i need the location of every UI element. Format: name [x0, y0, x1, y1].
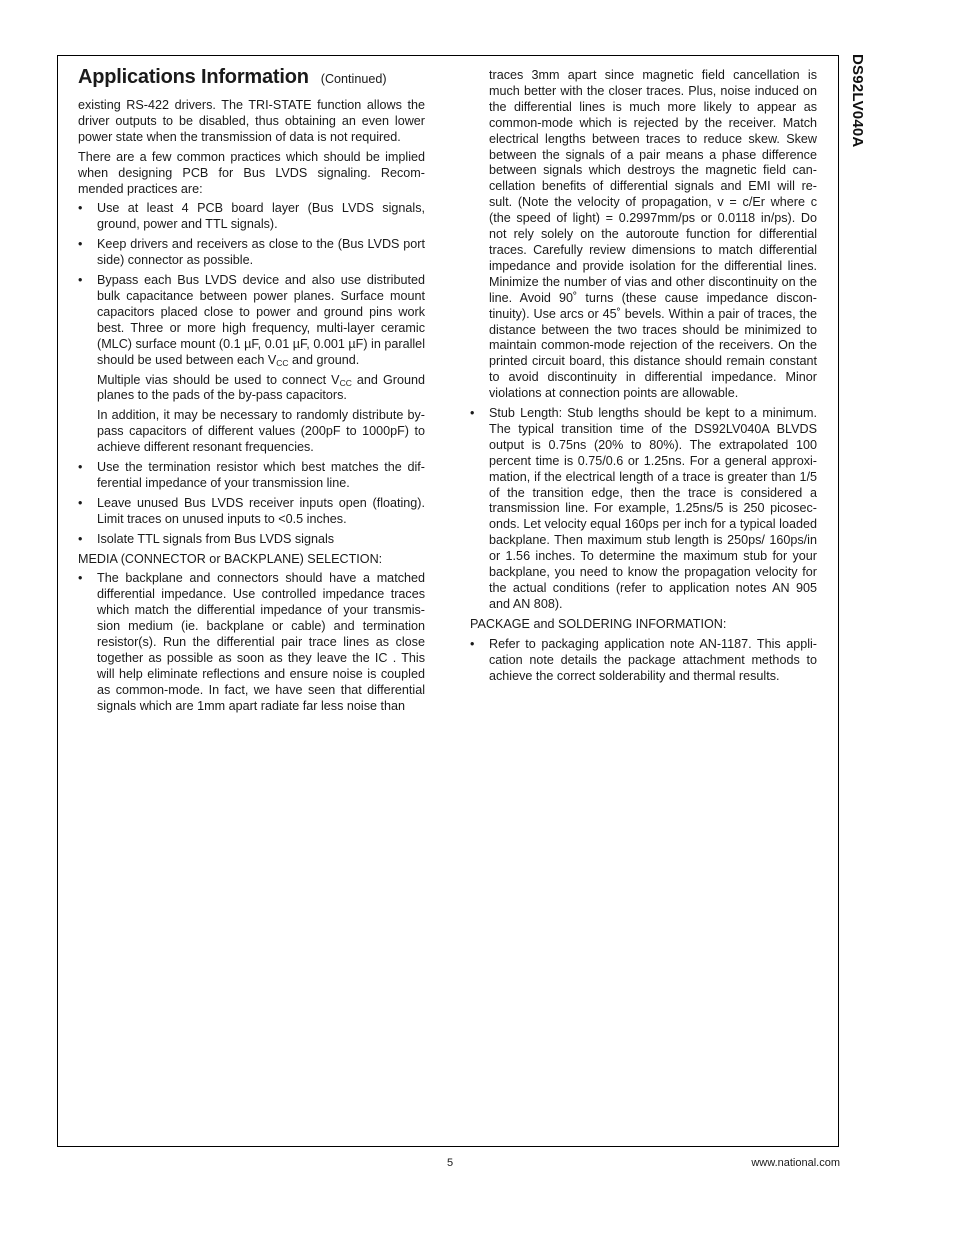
- media-selection-list: [78, 571, 425, 714]
- paragraph: There are a few common practices which should be implied when designing PCB for Bus LVDS signaling. Recom- mended practices are:: [78, 149, 425, 196]
- list-item: [470, 406, 817, 613]
- list-item-text: Use the termination resistor which best matches the dif- ferential impedance of your transmission line.: [97, 460, 425, 490]
- list-item: [78, 460, 425, 492]
- footer-url: www.national.com: [751, 1157, 840, 1169]
- list-item-text: Multiple vias should be used to connect $V_{CC}$ and Ground planes to the pads of the by-pass capacitors.: [97, 372, 425, 403]
- bullet: •: [78, 495, 83, 510]
- list-item: [78, 201, 425, 233]
- right-column: [470, 68, 817, 688]
- page-title-continued: (Continued): [320, 72, 387, 86]
- list-item-text: The backplane and connectors should have a matched differential impedance. Use controlled impedance traces which match the differential impedance of your transmis- sion medium (ie. backplane or cable) and termination resistor(s). Run the differential pair trace lines as close together as possible as soon as they leave the IC . This will help eliminate reflections and ensure noise is coupled as common-mode. In fact, we have seen that differential signals which are 1mm apart radiate far less noise than: [97, 571, 425, 713]
- bullet: •: [78, 273, 83, 288]
- paragraph: existing RS-422 drivers. The TRI-STATE function allows the driver outputs to be disabled, thus obtaining an even lower power state when the transmission of data is not required.: [78, 98, 425, 144]
- media-selection-heading: MEDIA (CONNECTOR or BACKPLANE) SELECTION:: [78, 551, 383, 566]
- list-item-text: In addition, it may be necessary to randomly distribute by-pass capacitors of different values (200pF to 1000pF) to achieve different resonant frequencies.: [97, 408, 425, 455]
- list-item: [78, 496, 425, 528]
- page-title: Applications Information: [78, 66, 309, 88]
- package-soldering-heading: PACKAGE and SOLDERING INFORMATION:: [470, 616, 727, 631]
- bullet: •: [78, 201, 83, 216]
- list-item-text: Leave unused Bus LVDS receiver inputs open (floating). Limit traces on unused inputs to <0.5 inches.: [97, 495, 425, 526]
- section-heading: [78, 64, 425, 92]
- bullet: •: [78, 571, 83, 586]
- package-soldering-list: [470, 637, 817, 685]
- list-item-text: Refer to packaging application note AN-1187. This appli- cation note details the package attachment methods to achieve the correct solderability and thermal results.: [489, 636, 817, 683]
- page-number: 5: [446, 1157, 454, 1169]
- list-item-continued: [470, 68, 817, 402]
- list-item-text: Bypass each Bus LVDS device and also use distributed bulk capacitance between power planes. Surface mount capacitors placed close to power and ground pins work best. Three or more high frequency, multi-layer ceramic (MLC) surface mount (0.1 µF, 0.01 µF, 0.001 µF) in parallel should be used between each $V_{CC}$ and ground.: [97, 273, 425, 368]
- list-item: [78, 532, 425, 548]
- bullet: •: [78, 531, 83, 546]
- bullet: •: [78, 460, 83, 475]
- list-item-text: traces 3mm apart since magnetic field cancellation is much better with the closer traces. Plus, noise induced on the differential lines is much more likely to appear as common-mode which is rejected by the receiver. Match electrical lengths between traces to reduce skew. Skew between the signals of a pair means a phase difference between signals which destroys the magnetic field can- cellation benefits of differential signals and EMI will re- sult. (Note the velocity of propagation, v = c/Er where c (the speed of light) = 0.2997mm/ps or 0.0118 in/ps). Do not rely solely on the autoroute function for differential traces. Carefully review dimensions to match differential impedance and provide isolation for the differential lines. Minimize the number of vias and other discontinuity on the line. Avoid 90˚ turns (these cause impedance discon- tinuity). Use arcs or 45˚ bevels. Within a pair of traces, the distance between the two traces should be minimized to maintain common-mode rejection of the receivers. On the printed circuit board, this distance should remain constant to avoid discontinuity in differential impedance. Minor violations at connection points are allowable.: [489, 68, 817, 401]
- continued-list: [470, 68, 817, 613]
- list-item: [470, 637, 817, 685]
- list-item-text: Isolate TTL signals from Bus LVDS signals: [97, 531, 335, 546]
- bullet: •: [78, 237, 83, 252]
- list-item: [78, 237, 425, 269]
- list-item-text: Use at least 4 PCB board layer (Bus LVDS signals, ground, power and TTL signals).: [97, 201, 425, 232]
- bullet: •: [470, 636, 475, 651]
- list-item-text: Keep drivers and receivers as close to the (Bus LVDS port side) connector as possible.: [97, 237, 425, 268]
- part-number-label: DS92LV040A: [849, 54, 866, 148]
- recommended-practices-list: [78, 201, 425, 547]
- list-item: [78, 273, 425, 456]
- bullet: •: [470, 406, 475, 421]
- left-column: [78, 64, 425, 719]
- list-item-text: Stub Length: Stub lengths should be kept to a minimum. The typical transition time of the DS92LV040A BLVDS output is 0.75ns (20% to 80%). The extrapolated 100 percent time is 0.75/0.6 or 1.25ns. For a general approxi- mation, if the electrical length of a trace is greater than 1/5 of the transition edge, then the trace is considered a transmission line. For example, 1.25ns/5 is 250 picosec- onds. Let velocity equal 160ps per inch for a typical loaded backplane. Then maximum stub length is 250ps/ 160ps/in or 1.56 inches. To determine the maximum stub for your backplane, you need to know the propagation velocity for the actual conditions (refer to application notes AN 905 and AN 808).: [489, 406, 817, 611]
- list-item: [78, 571, 425, 714]
